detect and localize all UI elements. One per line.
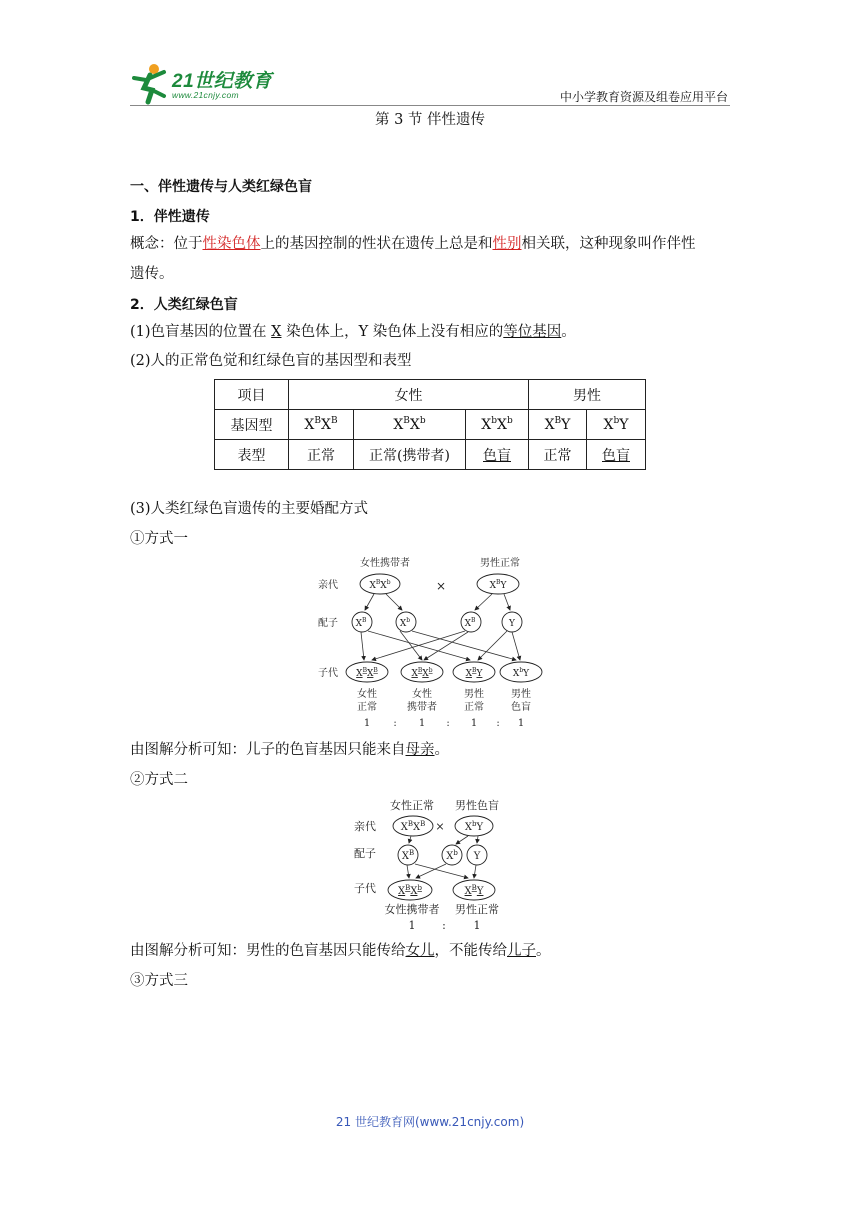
svg-text:子代: 子代 [354,882,376,895]
logo-url: www.21cnjy.com [172,90,239,100]
svg-text:携带者: 携带者 [407,702,437,713]
d1-female-label: 女性携带者 [360,558,410,569]
section-heading: 一、伴性遗传与人类红绿色盲 [130,179,312,195]
paragraph-mating-title: (3)人类红绿色盲遗传的主要婚配方式 [130,501,369,517]
svg-text:女性: 女性 [357,689,377,700]
platform-name: 中小学教育资源及组卷应用平台 [559,90,728,104]
paragraph-genotype-title: (2)人的正常色觉和红绿色盲的基因型和表型 [130,353,412,369]
table-row-genotype: 基因型 [215,410,289,440]
d1-child-XBY: $X^BY$ [465,667,483,679]
subsection-heading-2: 2．人类红绿色盲 [130,297,238,313]
genotype-XbY: $X^bY$ [587,410,646,440]
d1-gamete-XB2: $X^B$ [464,617,476,629]
footer-site-link[interactable]: 21 世纪教育网(www.21cnjy.com) [335,1115,525,1129]
site-logo [130,62,280,106]
phenotype-cell: 色盲 [466,440,529,470]
d2-p-male-genotype: $X^bY$ [464,820,484,833]
phenotype-cell: 色盲 [587,440,646,470]
svg-text:1: 1 [418,718,426,729]
table-row-phenotype: 表型 [215,440,289,470]
svg-text::: : [393,718,397,729]
svg-text:1: 1 [363,718,371,729]
d1-gamete-XB: $X^B$ [355,617,367,629]
svg-text:1: 1 [470,718,478,729]
header-divider [130,105,730,106]
svg-text:男性色盲: 男性色盲 [455,799,499,812]
svg-text::: : [442,919,446,932]
svg-text:亲代: 亲代 [354,820,376,833]
svg-text:×: × [435,820,445,833]
genotype-XBY: $X^BY$ [529,410,587,440]
phenotype-cell: 正常 [529,440,587,470]
mode2-label: ②方式二 [130,772,188,788]
genotype-XBXB: $X^BX^B$ [289,410,354,440]
d2-child-XBY: $X^BY$ [464,884,484,897]
d1-male-label: 男性正常 [480,558,520,569]
mode1-conclusion: 由图解分析可知：儿子的色盲基因只能来自母亲。 [130,742,449,758]
genotype-XbXb: $X^bX^b$ [466,410,529,440]
svg-text:男性正常: 男性正常 [455,903,499,916]
table-header-male: 男性 [529,380,646,410]
svg-text:男性: 男性 [464,689,484,700]
svg-text:男性: 男性 [511,689,531,700]
svg-text::: : [446,718,450,729]
paragraph-gene-location: (1)色盲基因的位置在 X 染色体上，Y 染色体上没有相应的等位基因。 [130,324,576,340]
d2-p-female-genotype: $X^BX^B$ [400,820,426,833]
svg-text:色盲: 色盲 [511,702,531,713]
d1-gamete-Y: Y [509,619,515,629]
mode3-label: ③方式三 [130,973,188,989]
answer-sex-chromosome: 性染色体 [202,236,261,252]
mode1-label: ①方式一 [130,531,188,547]
genotype-table [214,379,646,470]
svg-text:正常: 正常 [357,702,377,713]
d2-gamete-Xb: $X^b$ [446,849,458,862]
logo-text: 21世纪教育 [172,71,273,92]
phenotype-cell: 正常(携带者) [354,440,466,470]
d1-gamete-Xb: $X^b$ [399,617,411,629]
d1-p-female-genotype: $X^BX^b$ [369,579,391,591]
table-header-item: 项目 [215,380,289,410]
svg-text:女性携带者: 女性携带者 [384,903,440,916]
table-header-female: 女性 [289,380,529,410]
page-title: 第 3 节 伴性遗传 [374,112,486,128]
genotype-XBXb: $X^BX^b$ [354,410,466,440]
cross-diagram-mode2 [340,795,520,935]
d2-gamete-Y: Y [473,851,481,862]
d1-p-male-genotype: $X^BY$ [489,579,507,591]
d1-child-XbY: $X^bY$ [512,667,530,679]
svg-text:女性: 女性 [412,689,432,700]
d2-gamete-XB: $X^B$ [401,849,415,862]
subsection-heading-1: 1．伴性遗传 [130,209,210,225]
phenotype-cell: 正常 [289,440,354,470]
cross-diagram-mode1 [300,548,560,730]
d1-child-XBXb: $X^BX^b$ [411,667,433,679]
svg-text:女性正常: 女性正常 [390,799,434,812]
d1-child-label: 子代 [318,668,338,679]
svg-text:1: 1 [473,919,481,932]
svg-text:1: 1 [517,718,525,729]
svg-text:配子: 配子 [354,847,376,860]
svg-text:正常: 正常 [464,702,484,713]
runner-logo-icon [130,62,170,106]
d1-parent-label: 亲代 [318,580,338,591]
svg-text::: : [496,718,500,729]
concept-paragraph: 概念：位于性染色体上的基因控制的性状在遗传上总是和性别相关联，这种现象叫作伴性 遗传。 [130,236,696,282]
d1-gamete-label: 配子 [318,618,338,629]
mode2-conclusion: 由图解分析可知：男性的色盲基因只能传给女儿，不能传给儿子。 [130,943,551,959]
d1-cross-sign: × [435,579,447,593]
svg-text:1: 1 [408,919,416,932]
d2-child-XBXb: $X^BX^b$ [398,884,422,897]
d1-child-XBXB: $X^BX^B$ [356,667,378,679]
answer-sex: 性别 [492,236,522,252]
